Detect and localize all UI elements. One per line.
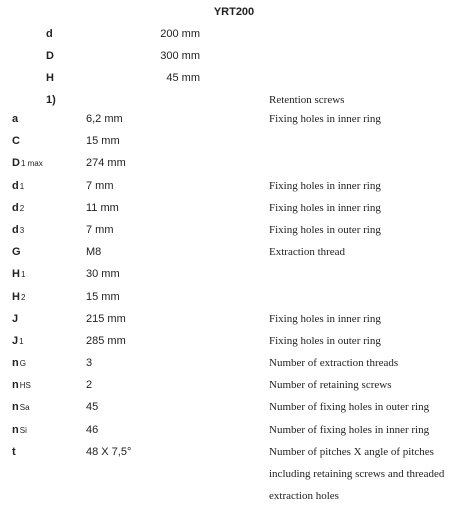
parameter-symbol-subscript: 1 [19,181,25,191]
parameter-symbol [12,268,25,280]
parameter-symbol-subscript: 2 [20,292,26,302]
parameter-symbol [12,446,16,458]
parameter-value: M8 [86,246,102,259]
parameter-value: 46 [86,423,99,436]
parameter-symbol-letter: D [12,157,20,170]
parameter-symbol-letter: n [12,379,19,392]
table-row [0,131,468,153]
parameter-symbol [12,291,25,303]
table-row [0,220,468,242]
parameter-symbol-letter: C [12,135,20,148]
dimension-value: 200 mm [160,28,200,40]
parameter-symbol [12,224,24,236]
parameter-description: Fixing holes in inner ring [269,312,381,325]
parameter-symbol-letter: J [12,334,19,347]
parameter-table [0,109,468,502]
table-row [0,309,468,331]
dimension-symbol: d [46,28,53,40]
parameter-description: Number of fixing holes in inner ring [269,423,430,436]
parameter-symbol [12,379,31,391]
parameter-symbol-subscript: G [19,359,26,369]
parameter-symbol [12,357,26,369]
parameter-symbol [12,113,18,125]
parameter-symbol-letter: n [12,423,19,436]
parameter-value: 285 mm [86,334,126,347]
parameter-symbol-subscript: Si [19,425,27,435]
parameter-symbol-subscript: 1 [19,336,24,346]
dimension-row-outer-d [0,46,468,68]
table-row [0,397,468,419]
parameter-symbol [12,246,21,258]
page-title: YRT200 [213,6,255,18]
parameter-description: Number of pitches X angle of pitches including retaining screws and threaded extraction holes [269,445,445,502]
parameter-value: 2 [86,379,93,392]
parameter-symbol [12,202,24,214]
parameter-symbol-subscript: 2 [19,203,25,213]
table-row [0,198,468,220]
parameter-symbol-letter: t [12,445,16,458]
parameter-symbol [12,135,20,147]
parameter-symbol [12,335,24,347]
table-row [0,264,468,286]
parameter-symbol-letter: a [12,113,19,125]
table-row [0,153,468,175]
parameter-value: 15 mm [86,290,120,303]
dimension-value: 300 mm [160,50,200,62]
dimension-value: 45 mm [166,72,200,84]
parameter-description: Number of retaining screws [269,379,392,392]
table-row [0,353,468,375]
dimension-row-h [0,68,468,90]
dimension-symbol: H [46,72,54,84]
table-row [0,242,468,264]
parameter-symbol-letter: d [12,201,19,214]
table-row [0,109,468,131]
parameter-symbol-subscript: Sa [19,403,30,413]
table-row [0,287,468,309]
parameter-value: 274 mm [86,157,126,170]
note-symbol: 1) [46,94,56,106]
parameter-symbol [12,401,30,413]
parameter-description: Fixing holes in inner ring [269,201,381,214]
parameter-symbol-letter: n [12,401,19,414]
parameter-value: 11 mm [86,201,119,214]
parameter-symbol [12,180,24,192]
parameter-symbol-letter: H [12,290,20,303]
parameter-value: 3 [86,357,93,370]
parameter-symbol-letter: G [12,246,21,259]
parameter-symbol-letter: n [12,357,19,370]
parameter-description: Number of fixing holes in outer ring [269,401,430,414]
parameter-value: 45 [86,401,99,414]
parameter-value: 7 mm [86,179,114,192]
parameter-description: Extraction thread [269,246,346,259]
dimension-symbol: D [46,50,54,62]
parameter-symbol-subscript: 1 max [20,159,43,169]
parameter-value: 6,2 mm [86,113,123,125]
parameter-description: Fixing holes in outer ring [269,334,381,347]
parameter-value: 7 mm [86,223,114,236]
parameter-description: Number of extraction threads [269,357,399,370]
parameter-description: Fixing holes in inner ring [269,113,381,125]
parameter-symbol-subscript: HS [19,381,31,391]
table-row [0,420,468,442]
table-row [0,375,468,397]
dimension-row-d [0,24,468,46]
parameter-symbol-letter: H [12,268,20,281]
parameter-description: Fixing holes in inner ring [269,179,381,192]
table-row [0,442,468,502]
parameter-symbol-subscript: 1 [20,270,26,280]
parameter-symbol [12,424,27,436]
parameter-symbol-letter: J [12,312,19,325]
note-description: Retention screws [269,94,345,106]
parameter-description: Fixing holes in outer ring [269,223,381,236]
parameter-symbol [12,313,18,325]
table-row [0,331,468,353]
main-dimensions [0,24,468,90]
parameter-symbol-subscript: 3 [19,225,25,235]
parameter-value: 30 mm [86,268,120,281]
parameter-value: 215 mm [86,312,126,325]
parameter-symbol-letter: d [12,223,19,236]
parameter-symbol [12,157,43,169]
parameter-value: 48 X 7,5° [86,445,132,458]
table-row [0,176,468,198]
parameter-value: 15 mm [86,135,120,148]
parameter-symbol-letter: d [12,179,19,192]
